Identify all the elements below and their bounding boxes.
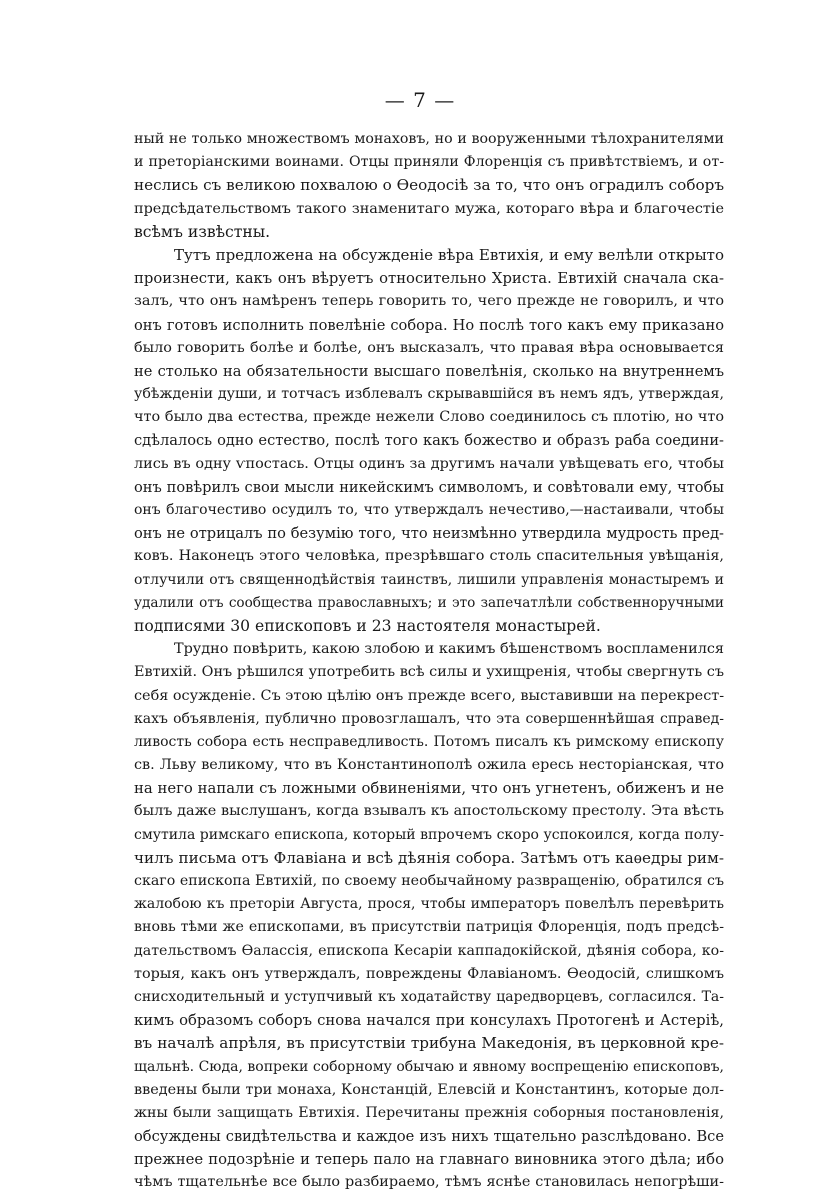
text-line: произнести, какъ онъ вѣруетъ относительно Христа. Евтихій сначала ска- [134, 270, 724, 288]
text-line: кимъ образомъ соборъ снова начался при консулахъ Протогенѣ и Астеріѣ, [134, 1012, 724, 1030]
text-line: чилъ письма отъ Флавіана и всѣ дѣянія собора. Затѣмъ отъ каѳедры рим- [134, 848, 724, 867]
text-line: жалобою къ преторіи Августа, прося, чтобы императоръ повелѣлъ перевѣрить [134, 896, 724, 913]
text-line: обсуждены свидѣтельства и каждое изъ нихъ тщательно разслѣдовано. Все [134, 1128, 724, 1146]
text-line: Тутъ предложена на обсужденіе вѣра Евтихія, и ему велѣли открыто [174, 245, 724, 264]
text-line: предсѣдательствомъ такого знаменитаго мужа, котораго вѣра и благочестіе [134, 200, 724, 217]
text-line: не столько на обязательности высшаго повелѣнія, сколько на внутреннемъ [134, 362, 724, 380]
text-line: Трудно повѣрить, какою злобою и какимъ бѣшенствомъ воспламенился [174, 641, 724, 658]
text-line: лись въ одну ѵпостась. Отцы одинъ за другимъ начали увѣщевать его, чтобы [134, 455, 724, 472]
text-line: въ началѣ апрѣля, въ присутствіи трибуна Македонія, въ церковной кре- [134, 1034, 724, 1053]
text-line: снисходительный и уступчивый къ ходатайству царедворцевъ, согласился. Та- [134, 988, 724, 1005]
text-line: кахъ объявленія, публично провозглашалъ, что эта совершеннѣйшая справед- [134, 710, 724, 727]
text-line: ливость собора есть несправедливость. Потомъ писалъ къ римскому епископу [134, 733, 724, 750]
text-line: всѣмъ извѣстны. [134, 222, 271, 241]
text-line: что было два естества, прежде нежели Слово соединилось съ плотію, но что [134, 409, 724, 426]
text-line: былъ даже выслушанъ, когда взывалъ къ апостольскому престолу. Эта вѣсть [134, 803, 724, 820]
text-line: св. Льву великому, что въ Константинополѣ ожила ересь несторіанская, что [134, 757, 724, 774]
text-line: ный не только множествомъ монаховъ, но и вооруженными тѣлохранителями [134, 131, 724, 147]
text-line: и преторіанскими воинами. Отцы приняли Флоренція съ привѣтствіемъ, и от- [134, 154, 724, 171]
paragraph-1 [134, 128, 724, 244]
text-line: подписями 30 епископовъ и 23 настоятеля монастырей. [134, 616, 601, 635]
text-line: прежнее подозрѣніе и теперь пало на главнаго виновника этого дѣла; ибо [134, 1151, 724, 1169]
text-line: щальнѣ. Сюда, вопреки соборному обычаю и явному воспрещенію епископовъ, [134, 1058, 724, 1075]
paragraph-2 [134, 244, 724, 638]
text-line: было говорить болѣе и болѣе, онъ высказалъ, что правая вѣра основывается [134, 339, 724, 356]
text-line: себя осужденіе. Съ этою цѣлію онъ прежде всего, выставивши на перекрест- [134, 687, 724, 704]
paragraph-3 [134, 638, 724, 1195]
text-line: онъ не отрицалъ по безумію того, что неизмѣнно утвердила мудрость пред- [134, 525, 724, 543]
text-line: смутила римскаго епископа, который впрочемъ скоро успокоился, когда полу- [134, 826, 724, 843]
text-line: удалили отъ сообщества православныхъ; и это запечатлѣли собственноручными [134, 594, 724, 611]
text-line: сдѣлалось одно естество, послѣ того какъ божество и образъ раба соедини- [134, 432, 724, 450]
text-line: скаго епископа Евтихій, по своему необычайному развращенію, обратился съ [134, 873, 724, 889]
text-line: введены были три монаха, Констанцій, Елевсій и Константинъ, которые дол- [134, 1081, 724, 1098]
text-line: дательствомъ Ѳалассія, епископа Кесаріи каппадокійской, дѣянія собора, ко- [134, 942, 724, 959]
text-line: онъ благочестиво осудилъ то, что утверждалъ нечестиво,—настаивали, чтобы [134, 502, 724, 518]
text-line: онъ повѣрилъ свои мысли никейскимъ символомъ, и совѣтовали ему, чтобы [134, 478, 724, 496]
text-line: ковъ. Наконецъ этого человѣка, презрѣвшаго столь спасительныя увѣщанія, [134, 548, 724, 565]
text-line: вновь тѣми же епископами, въ присутствіи патриція Флоренція, подъ предсѣ- [134, 919, 724, 936]
text-line: жны были защищать Евтихія. Перечитаны прежнія соборныя постановленія, [134, 1104, 724, 1121]
text-line: торыя, какъ онъ утверждалъ, повреждены Флавіаномъ. Ѳеодосій, слишкомъ [134, 965, 724, 982]
text-line: на него напали съ ложными обвиненіями, что онъ угнетенъ, обиженъ и не [134, 780, 724, 798]
text-line: залъ, что онъ намѣренъ теперь говорить то, чего прежде не говорилъ, и что [134, 293, 724, 310]
text-line: чѣмъ тщательнѣе все было разбираемо, тѣмъ яснѣе становилась непогрѣши- [134, 1174, 724, 1191]
text-line: убѣжденіи души, и тотчасъ изблевалъ скрывавшійся въ немъ ядъ, утверждая, [134, 386, 724, 403]
page-number: — 7 — [384, 88, 456, 112]
text-line: отлучили отъ священнодѣйствія таинствъ, лишили управленія монастыремъ и [134, 571, 724, 588]
text-line: Евтихій. Онъ рѣшился употребить всѣ силы и ухищренія, чтобы свергнуть съ [134, 664, 724, 681]
text-line: неслись съ великою похвалою о Ѳеодосіѣ за то, что онъ оградилъ соборъ [134, 176, 724, 195]
text-body [134, 128, 724, 1195]
text-line: онъ готовъ исполнить повелѣніе собора. Но послѣ того какъ ему приказано [134, 316, 724, 334]
